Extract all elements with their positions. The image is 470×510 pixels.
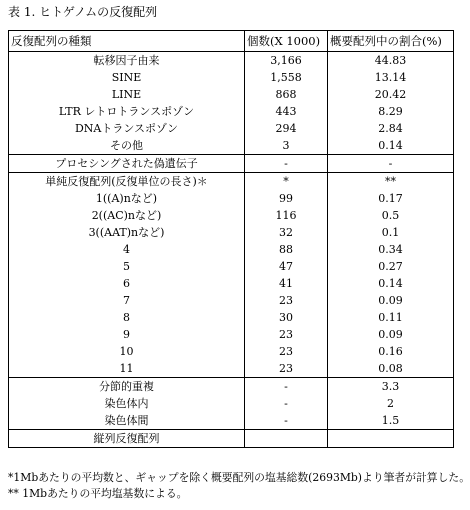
footnote-2: ** 1Mbあたりの平均塩基数による。 <box>8 487 188 500</box>
row-count-cell: 23 <box>245 343 328 360</box>
row-percentage-cell: 0.17 <box>328 190 454 207</box>
table-row <box>9 412 454 430</box>
row-type-cell: LINE <box>9 86 245 103</box>
table-row <box>9 343 454 360</box>
table-row <box>9 155 454 173</box>
row-type-cell: 分節的重複 <box>9 378 245 396</box>
table-row <box>9 120 454 137</box>
row-type-cell: LTR レトロトランスポゾン <box>9 103 245 120</box>
row-type-cell: 単純反復配列(反復単位の長さ)＊ <box>9 173 245 191</box>
row-count-cell: 32 <box>245 224 328 241</box>
row-count-cell <box>245 430 328 448</box>
table-row <box>9 137 454 155</box>
row-count-cell: - <box>245 412 328 430</box>
row-type-cell: その他 <box>9 137 245 155</box>
row-percentage-cell: 0.27 <box>328 258 454 275</box>
table-row <box>9 224 454 241</box>
row-percentage-cell: 0.5 <box>328 207 454 224</box>
row-percentage-cell: 0.11 <box>328 309 454 326</box>
repeat-sequence-table <box>8 30 454 448</box>
row-count-cell: - <box>245 378 328 396</box>
row-percentage-cell: 0.14 <box>328 137 454 155</box>
row-type-cell: 7 <box>9 292 245 309</box>
row-count-cell: 3,166 <box>245 52 328 70</box>
table-row <box>9 395 454 412</box>
row-count-cell: 1,558 <box>245 69 328 86</box>
row-percentage-cell: 0.16 <box>328 343 454 360</box>
row-percentage-cell: 0.14 <box>328 275 454 292</box>
table-row <box>9 378 454 396</box>
table-row <box>9 207 454 224</box>
row-count-cell: 868 <box>245 86 328 103</box>
row-type-cell: 染色体内 <box>9 395 245 412</box>
row-percentage-cell: 8.29 <box>328 103 454 120</box>
row-type-cell: 染色体間 <box>9 412 245 430</box>
row-percentage-cell: 20.42 <box>328 86 454 103</box>
row-count-cell: 23 <box>245 292 328 309</box>
row-count-cell: 41 <box>245 275 328 292</box>
row-percentage-cell <box>328 430 454 448</box>
row-type-cell: 5 <box>9 258 245 275</box>
row-type-cell: 3((AAT)nなど) <box>9 224 245 241</box>
table-caption: 表 1. ヒトゲノムの反復配列 <box>8 5 158 19</box>
table-row <box>9 241 454 258</box>
row-percentage-cell: 0.09 <box>328 292 454 309</box>
row-percentage-cell: 1.5 <box>328 412 454 430</box>
row-type-cell: 縦列反復配列 <box>9 430 245 448</box>
row-count-cell: 47 <box>245 258 328 275</box>
row-count-cell: - <box>245 155 328 173</box>
row-count-cell: 23 <box>245 326 328 343</box>
header-count: 個数(X 1000) <box>245 31 328 52</box>
table-row <box>9 173 454 191</box>
row-type-cell: 1((A)nなど) <box>9 190 245 207</box>
row-type-cell: 転移因子由来 <box>9 52 245 70</box>
table-row <box>9 326 454 343</box>
row-percentage-cell: 3.3 <box>328 378 454 396</box>
table-row <box>9 190 454 207</box>
table-row <box>9 103 454 120</box>
row-count-cell: 294 <box>245 120 328 137</box>
table-row <box>9 69 454 86</box>
table-row <box>9 309 454 326</box>
row-count-cell: - <box>245 395 328 412</box>
row-type-cell: DNAトランスポゾン <box>9 120 245 137</box>
table-row <box>9 258 454 275</box>
table-row <box>9 52 454 70</box>
row-count-cell: 99 <box>245 190 328 207</box>
row-percentage-cell: - <box>328 155 454 173</box>
table-row <box>9 86 454 103</box>
row-count-cell: 3 <box>245 137 328 155</box>
table-header-row <box>9 31 454 52</box>
row-type-cell: 2((AC)nなど) <box>9 207 245 224</box>
row-count-cell: 88 <box>245 241 328 258</box>
row-count-cell: * <box>245 173 328 191</box>
table-row <box>9 360 454 378</box>
row-percentage-cell: ** <box>328 173 454 191</box>
row-type-cell: 11 <box>9 360 245 378</box>
row-type-cell: 4 <box>9 241 245 258</box>
header-percentage: 概要配列中の割合(%) <box>328 31 454 52</box>
row-percentage-cell: 0.08 <box>328 360 454 378</box>
row-type-cell: 8 <box>9 309 245 326</box>
row-count-cell: 443 <box>245 103 328 120</box>
row-count-cell: 116 <box>245 207 328 224</box>
row-count-cell: 30 <box>245 309 328 326</box>
row-percentage-cell: 2.84 <box>328 120 454 137</box>
table-row <box>9 292 454 309</box>
table-row <box>9 275 454 292</box>
header-type: 反復配列の種類 <box>9 31 245 52</box>
row-count-cell: 23 <box>245 360 328 378</box>
row-percentage-cell: 0.1 <box>328 224 454 241</box>
footnote-1: *1Mbあたりの平均数と、ギャップを除く概要配列の塩基総数(2693Mb)より筆者が計算した。 <box>8 471 470 484</box>
row-type-cell: プロセシングされた偽遺伝子 <box>9 155 245 173</box>
row-percentage-cell: 2 <box>328 395 454 412</box>
row-percentage-cell: 0.09 <box>328 326 454 343</box>
row-percentage-cell: 13.14 <box>328 69 454 86</box>
row-percentage-cell: 0.34 <box>328 241 454 258</box>
row-percentage-cell: 44.83 <box>328 52 454 70</box>
row-type-cell: 9 <box>9 326 245 343</box>
row-type-cell: 10 <box>9 343 245 360</box>
row-type-cell: SINE <box>9 69 245 86</box>
row-type-cell: 6 <box>9 275 245 292</box>
table-row <box>9 430 454 448</box>
